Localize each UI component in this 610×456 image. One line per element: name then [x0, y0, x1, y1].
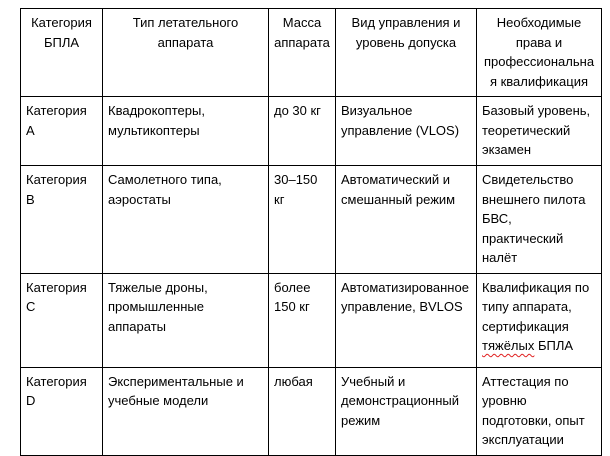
table-row	[21, 97, 602, 166]
header-qualification: Необходимые права и профессиональная квалификация	[477, 9, 602, 97]
cell-aircraft-type: Самолетного типа, аэростаты	[103, 166, 269, 274]
uav-categories-table	[20, 8, 602, 456]
cell-mass: более 150 кг	[269, 273, 336, 367]
cell-mass: 30–150 кг	[269, 166, 336, 274]
header-category: Категория БПЛА	[21, 9, 103, 97]
cell-category: Категория B	[21, 166, 103, 274]
spellcheck-flagged-word[interactable]: тяжёлых	[482, 338, 535, 353]
header-control-type: Вид управления и уровень допуска	[336, 9, 477, 97]
cell-qualification: Базовый уровень, теоретический экзамен	[477, 97, 602, 166]
qualification-text-end: БПЛА	[537, 338, 574, 353]
cell-category: Категория A	[21, 97, 103, 166]
table-row	[21, 166, 602, 274]
cell-aircraft-type: Квадрокоптеры, мультикоптеры	[103, 97, 269, 166]
cell-control-type: Учебный и демонстрационный режим	[336, 367, 477, 455]
cell-aircraft-type: Экспериментальные и учебные модели	[103, 367, 269, 455]
header-mass: Масса аппарата	[269, 9, 336, 97]
cell-mass: до 30 кг	[269, 97, 336, 166]
cell-aircraft-type: Тяжелые дроны, промышленные аппараты	[103, 273, 269, 367]
cell-qualification: Аттестация по уровню подготовки, опыт эксплуатации	[477, 367, 602, 455]
cell-control-type: Автоматизированное управление, BVLOS	[336, 273, 477, 367]
qualification-text: Квалификация по типу аппарата, сертификация	[482, 279, 590, 334]
cell-category: Категория C	[21, 273, 103, 367]
cell-qualification: Свидетельство внешнего пилота БВС, практический налёт	[477, 166, 602, 274]
cell-control-type: Визуальное управление (VLOS)	[336, 97, 477, 166]
table-row	[21, 273, 602, 367]
document-page	[20, 8, 602, 456]
header-aircraft-type: Тип летательного аппарата	[103, 9, 269, 97]
cell-qualification	[477, 273, 602, 367]
table-row	[21, 367, 602, 455]
cell-mass: любая	[269, 367, 336, 455]
cell-category: Категория D	[21, 367, 103, 455]
cell-control-type: Автоматический и смешанный режим	[336, 166, 477, 274]
table-header-row	[21, 9, 602, 97]
